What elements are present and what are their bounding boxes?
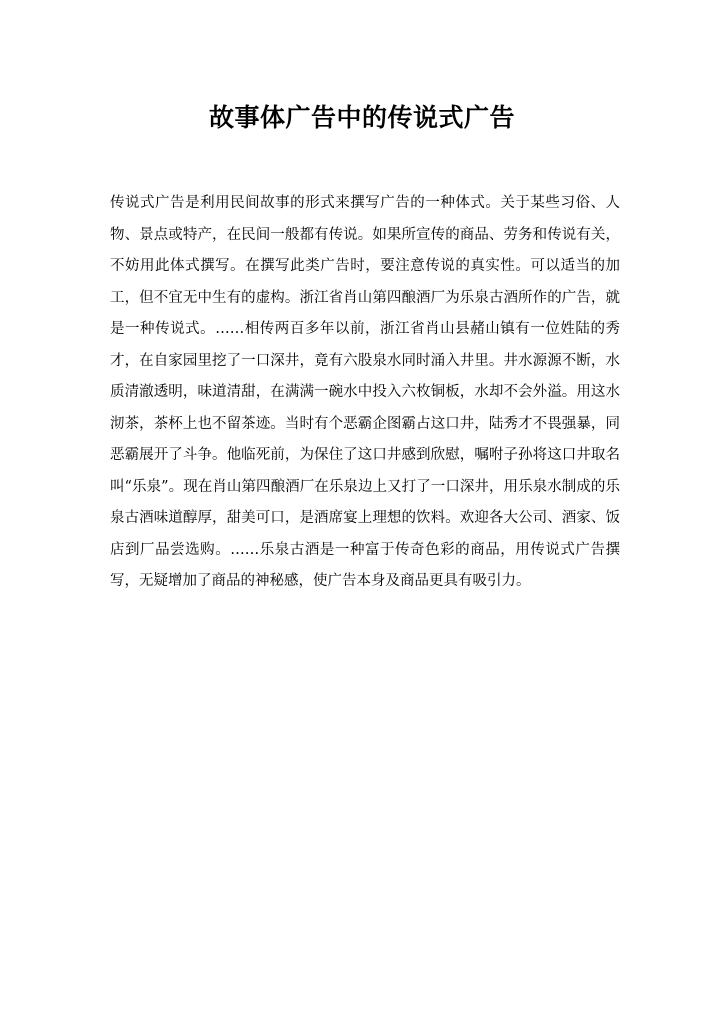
document-title: 故事体广告中的传说式广告 (208, 103, 515, 132)
document-paragraph: 传说式广告是利用民间故事的形式来撰写广告的一种体式。关于某些习俗、人物、景点或特产，在民间一般都有传说。如果所宣传的商品、劳务和传说有关，不妨用此体式撰写。在撰写此类广告时，要注意传说的真实性。可以适当的加工，但不宜无中生有的虚构。浙江省肖山第四酿酒厂为乐泉古酒所作的广告，就是一种传说式。……相传两百多年以前，浙江省肖山县赭山镇有一位姓陆的秀才，在自家园里挖了一口深井，竟有六股泉水同时涌入井里。井水源源不断，水质清澈透明，味道清甜，在满满一碗水中投入六枚铜板，水却不会外溢。用这水沏茶，茶杯上也不留茶迹。当时有个恶霸企图霸占这口井，陆秀才不畏强暴，同恶霸展开了斗争。他临死前，为保住了这口井感到欣慰，嘱咐子孙将这口井取名叫“乐泉”。现在肖山第四酿酒厂在乐泉边上又打了一口深井，用乐泉水制成的乐泉古酒味道醇厚，甜美可口，是酒席宴上理想的饮料。欢迎各大公司、酒家、饭店到厂品尝选购。……乐泉古酒是一种富于传奇色彩的商品，用传说式广告撰写，无疑增加了商品的神秘感，使广告本身及商品更具有吸引力。 (110, 195, 620, 589)
